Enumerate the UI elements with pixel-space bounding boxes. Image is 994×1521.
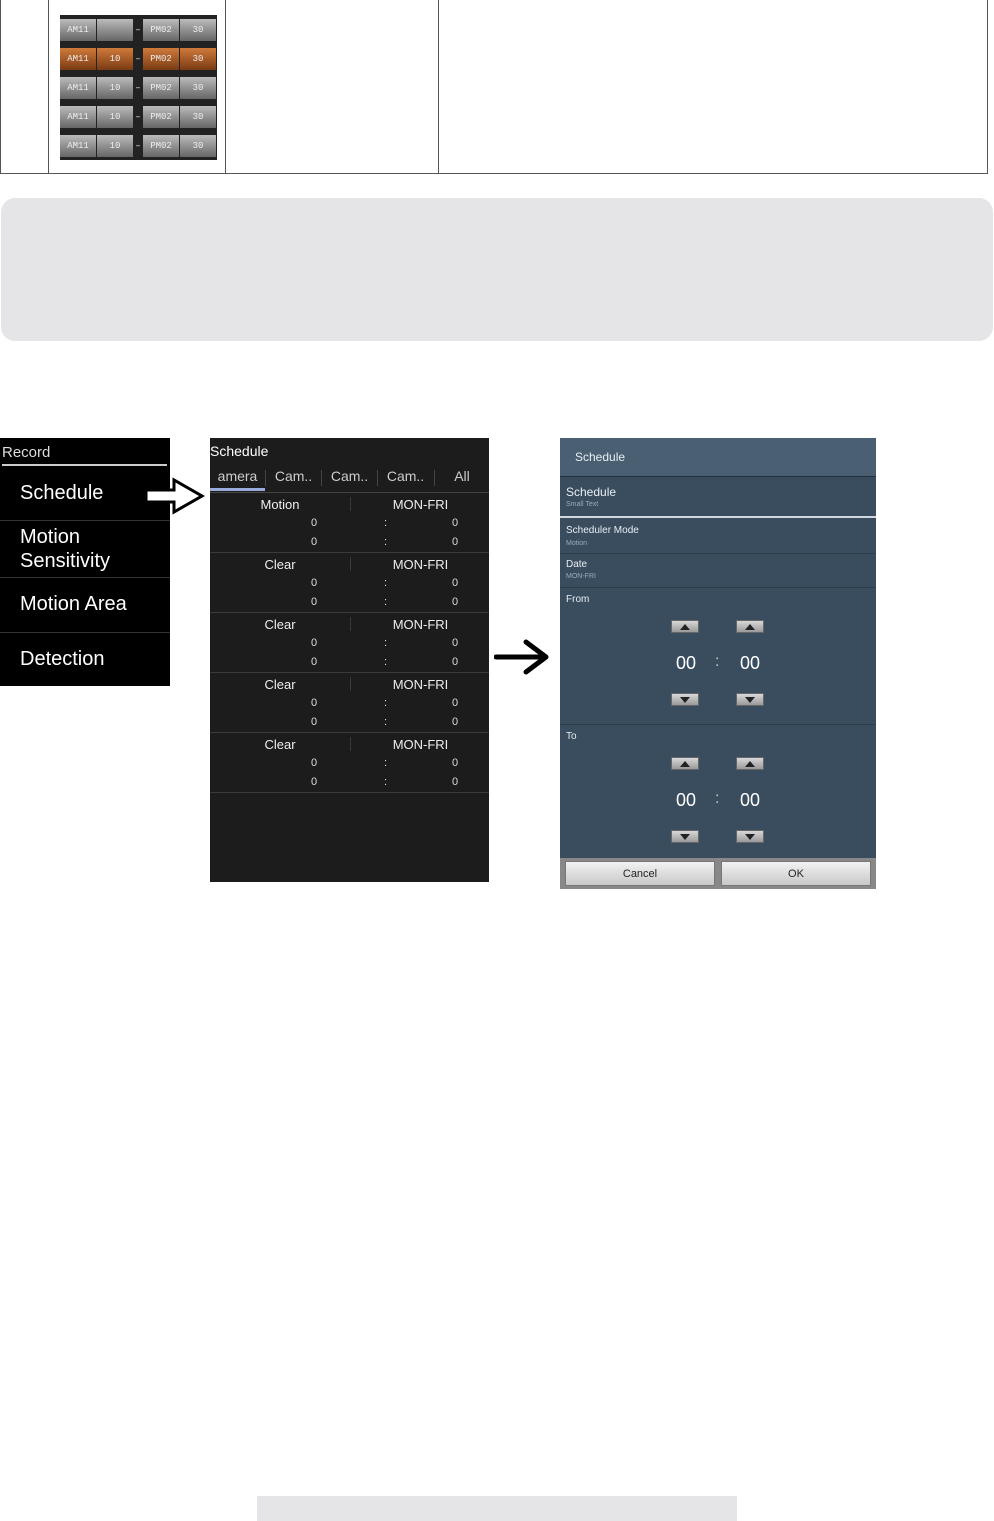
clock-start-minute — [97, 19, 133, 41]
time-colon: : — [384, 577, 388, 589]
time-colon: : — [384, 716, 388, 728]
feature-table — [0, 0, 988, 174]
end-hour: 0 — [311, 536, 318, 548]
clock-row — [60, 131, 217, 160]
clock-start-label: AM11 — [60, 77, 96, 99]
clock-start-minute: 10 — [97, 77, 133, 99]
outline-arrow-icon — [144, 476, 206, 516]
triangle-down-icon — [745, 834, 755, 840]
menu-item-label: Motion Area — [20, 593, 127, 615]
time-colon: : — [384, 637, 388, 649]
clock-end-label: PM02 — [143, 48, 179, 70]
schedule-row[interactable] — [210, 613, 489, 673]
clock-end-minute: 30 — [180, 106, 216, 128]
schedule-row[interactable] — [210, 733, 489, 793]
time-colon: : — [384, 757, 388, 769]
field-sub: Small Text — [566, 501, 599, 508]
start-hour: 0 — [311, 577, 318, 589]
scheduler-mode-field[interactable] — [560, 519, 876, 554]
clock-start-label: AM11 — [60, 19, 96, 41]
screen-title: Schedule — [210, 443, 269, 459]
time-colon: : — [384, 697, 388, 709]
start-minute: 0 — [452, 637, 459, 649]
from-hour-up-button[interactable] — [671, 620, 699, 633]
to-minute-up-button[interactable] — [736, 757, 764, 770]
from-minute-up-button[interactable] — [736, 620, 764, 633]
start-minute: 0 — [452, 757, 459, 769]
field-value: Motion — [566, 540, 588, 547]
schedule-row[interactable] — [210, 493, 489, 553]
to-minute[interactable]: 00 — [740, 790, 761, 810]
schedule-time-image — [60, 15, 217, 160]
menu-item-label: Motion Sensitivity — [20, 526, 111, 572]
clock-start-minute: 10 — [97, 106, 133, 128]
clock-dash: – — [135, 53, 141, 64]
schedule-field[interactable] — [560, 477, 876, 518]
menu-item-label: Schedule — [20, 482, 104, 504]
clock-end-label: PM02 — [143, 135, 179, 157]
tab-camera-2[interactable]: Cam.. — [274, 468, 313, 484]
end-minute: 0 — [452, 596, 459, 608]
cancel-button[interactable]: Cancel — [565, 861, 715, 886]
field-label: Scheduler Mode — [566, 525, 639, 536]
schedule-row[interactable] — [210, 553, 489, 613]
schedule-row[interactable] — [210, 673, 489, 733]
triangle-down-icon — [745, 697, 755, 703]
field-label: Schedule — [566, 485, 617, 499]
date-field[interactable] — [560, 554, 876, 588]
clock-end-minute: 30 — [180, 48, 216, 70]
clock-start-label: AM11 — [60, 106, 96, 128]
clock-start-minute: 10 — [97, 135, 133, 157]
row-date: MON-FRI — [350, 497, 490, 511]
tab-all[interactable]: All — [454, 468, 470, 484]
clock-start-label: AM11 — [60, 48, 96, 70]
clock-row — [60, 102, 217, 131]
start-hour: 0 — [311, 517, 318, 529]
arrow-right-icon — [494, 638, 552, 676]
clock-dash: – — [135, 24, 141, 35]
tab-camera-3[interactable]: Cam.. — [330, 468, 369, 484]
menu-item-label: Detection — [20, 648, 105, 670]
active-tab-indicator — [210, 488, 265, 491]
row-mode: Clear — [264, 557, 296, 572]
clock-end-label: PM02 — [143, 106, 179, 128]
start-hour: 0 — [311, 637, 318, 649]
from-minute-down-button[interactable] — [736, 693, 764, 706]
start-minute: 0 — [452, 697, 459, 709]
row-date: MON-FRI — [350, 557, 490, 571]
end-minute: 0 — [452, 716, 459, 728]
clock-row — [60, 15, 217, 44]
from-minute[interactable]: 00 — [740, 653, 761, 673]
footer-bar — [257, 1496, 737, 1521]
clock-start-label: AM11 — [60, 135, 96, 157]
schedule-list-screen — [210, 438, 489, 882]
start-minute: 0 — [452, 517, 459, 529]
row-date: MON-FRI — [350, 617, 490, 631]
to-minute-down-button[interactable] — [736, 830, 764, 843]
row-mode: Clear — [264, 677, 296, 692]
end-hour: 0 — [311, 776, 318, 788]
triangle-up-icon — [745, 761, 755, 767]
clock-row — [60, 73, 217, 102]
clock-dash: – — [135, 82, 141, 93]
end-minute: 0 — [452, 536, 459, 548]
table-cell-name — [225, 0, 439, 173]
to-hour[interactable]: 00 — [676, 790, 697, 810]
clock-end-minute: 30 — [180, 19, 216, 41]
triangle-down-icon — [680, 697, 690, 703]
to-hour-up-button[interactable] — [671, 757, 699, 770]
clock-row — [60, 44, 217, 73]
dialog-title: Schedule — [575, 450, 626, 464]
time-colon: : — [384, 596, 388, 608]
table-cell-index — [1, 0, 49, 173]
clock-end-minute: 30 — [180, 77, 216, 99]
dialog-button-bar — [560, 858, 876, 889]
start-hour: 0 — [311, 697, 318, 709]
ok-button[interactable]: OK — [721, 861, 871, 886]
from-label: From — [566, 594, 590, 605]
row-date: MON-FRI — [350, 737, 490, 751]
row-date: MON-FRI — [350, 677, 490, 691]
triangle-up-icon — [680, 624, 690, 630]
dialog-header — [560, 438, 876, 477]
row-mode: Motion — [260, 497, 300, 512]
start-hour: 0 — [311, 757, 318, 769]
end-hour: 0 — [311, 656, 318, 668]
menu-item-motion-sensitivity[interactable] — [0, 521, 170, 578]
triangle-down-icon — [680, 834, 690, 840]
clock-end-label: PM02 — [143, 77, 179, 99]
end-hour: 0 — [311, 596, 318, 608]
row-mode: Clear — [264, 617, 296, 632]
clock-end-label: PM02 — [143, 19, 179, 41]
time-colon: : — [384, 776, 388, 788]
from-hour-down-button[interactable] — [671, 693, 699, 706]
menu-item-detection[interactable] — [0, 633, 170, 686]
time-colon: : — [384, 517, 388, 529]
record-menu-title: Record — [2, 444, 51, 461]
field-value: MON-FRI — [566, 573, 596, 580]
row-mode: Clear — [264, 737, 296, 752]
field-label: Date — [566, 559, 588, 570]
time-colon: : — [384, 656, 388, 668]
triangle-up-icon — [745, 624, 755, 630]
end-minute: 0 — [452, 776, 459, 788]
triangle-up-icon — [680, 761, 690, 767]
clock-end-minute: 30 — [180, 135, 216, 157]
clock-dash: – — [135, 111, 141, 122]
start-minute: 0 — [452, 577, 459, 589]
clock-dash: – — [135, 140, 141, 151]
menu-item-motion-area[interactable] — [0, 578, 170, 633]
schedule-dialog — [560, 438, 876, 889]
to-hour-down-button[interactable] — [671, 830, 699, 843]
to-label: To — [566, 731, 577, 742]
time-colon: : — [715, 790, 720, 807]
tab-camera-1[interactable]: amera — [217, 468, 258, 484]
end-minute: 0 — [452, 656, 459, 668]
camera-tabs — [210, 464, 489, 493]
end-hour: 0 — [311, 716, 318, 728]
time-colon: : — [715, 653, 720, 670]
clock-start-minute: 10 — [97, 48, 133, 70]
note-box — [1, 198, 993, 341]
tab-camera-4[interactable]: Cam.. — [386, 468, 425, 484]
from-hour[interactable]: 00 — [676, 653, 697, 673]
time-colon: : — [384, 536, 388, 548]
